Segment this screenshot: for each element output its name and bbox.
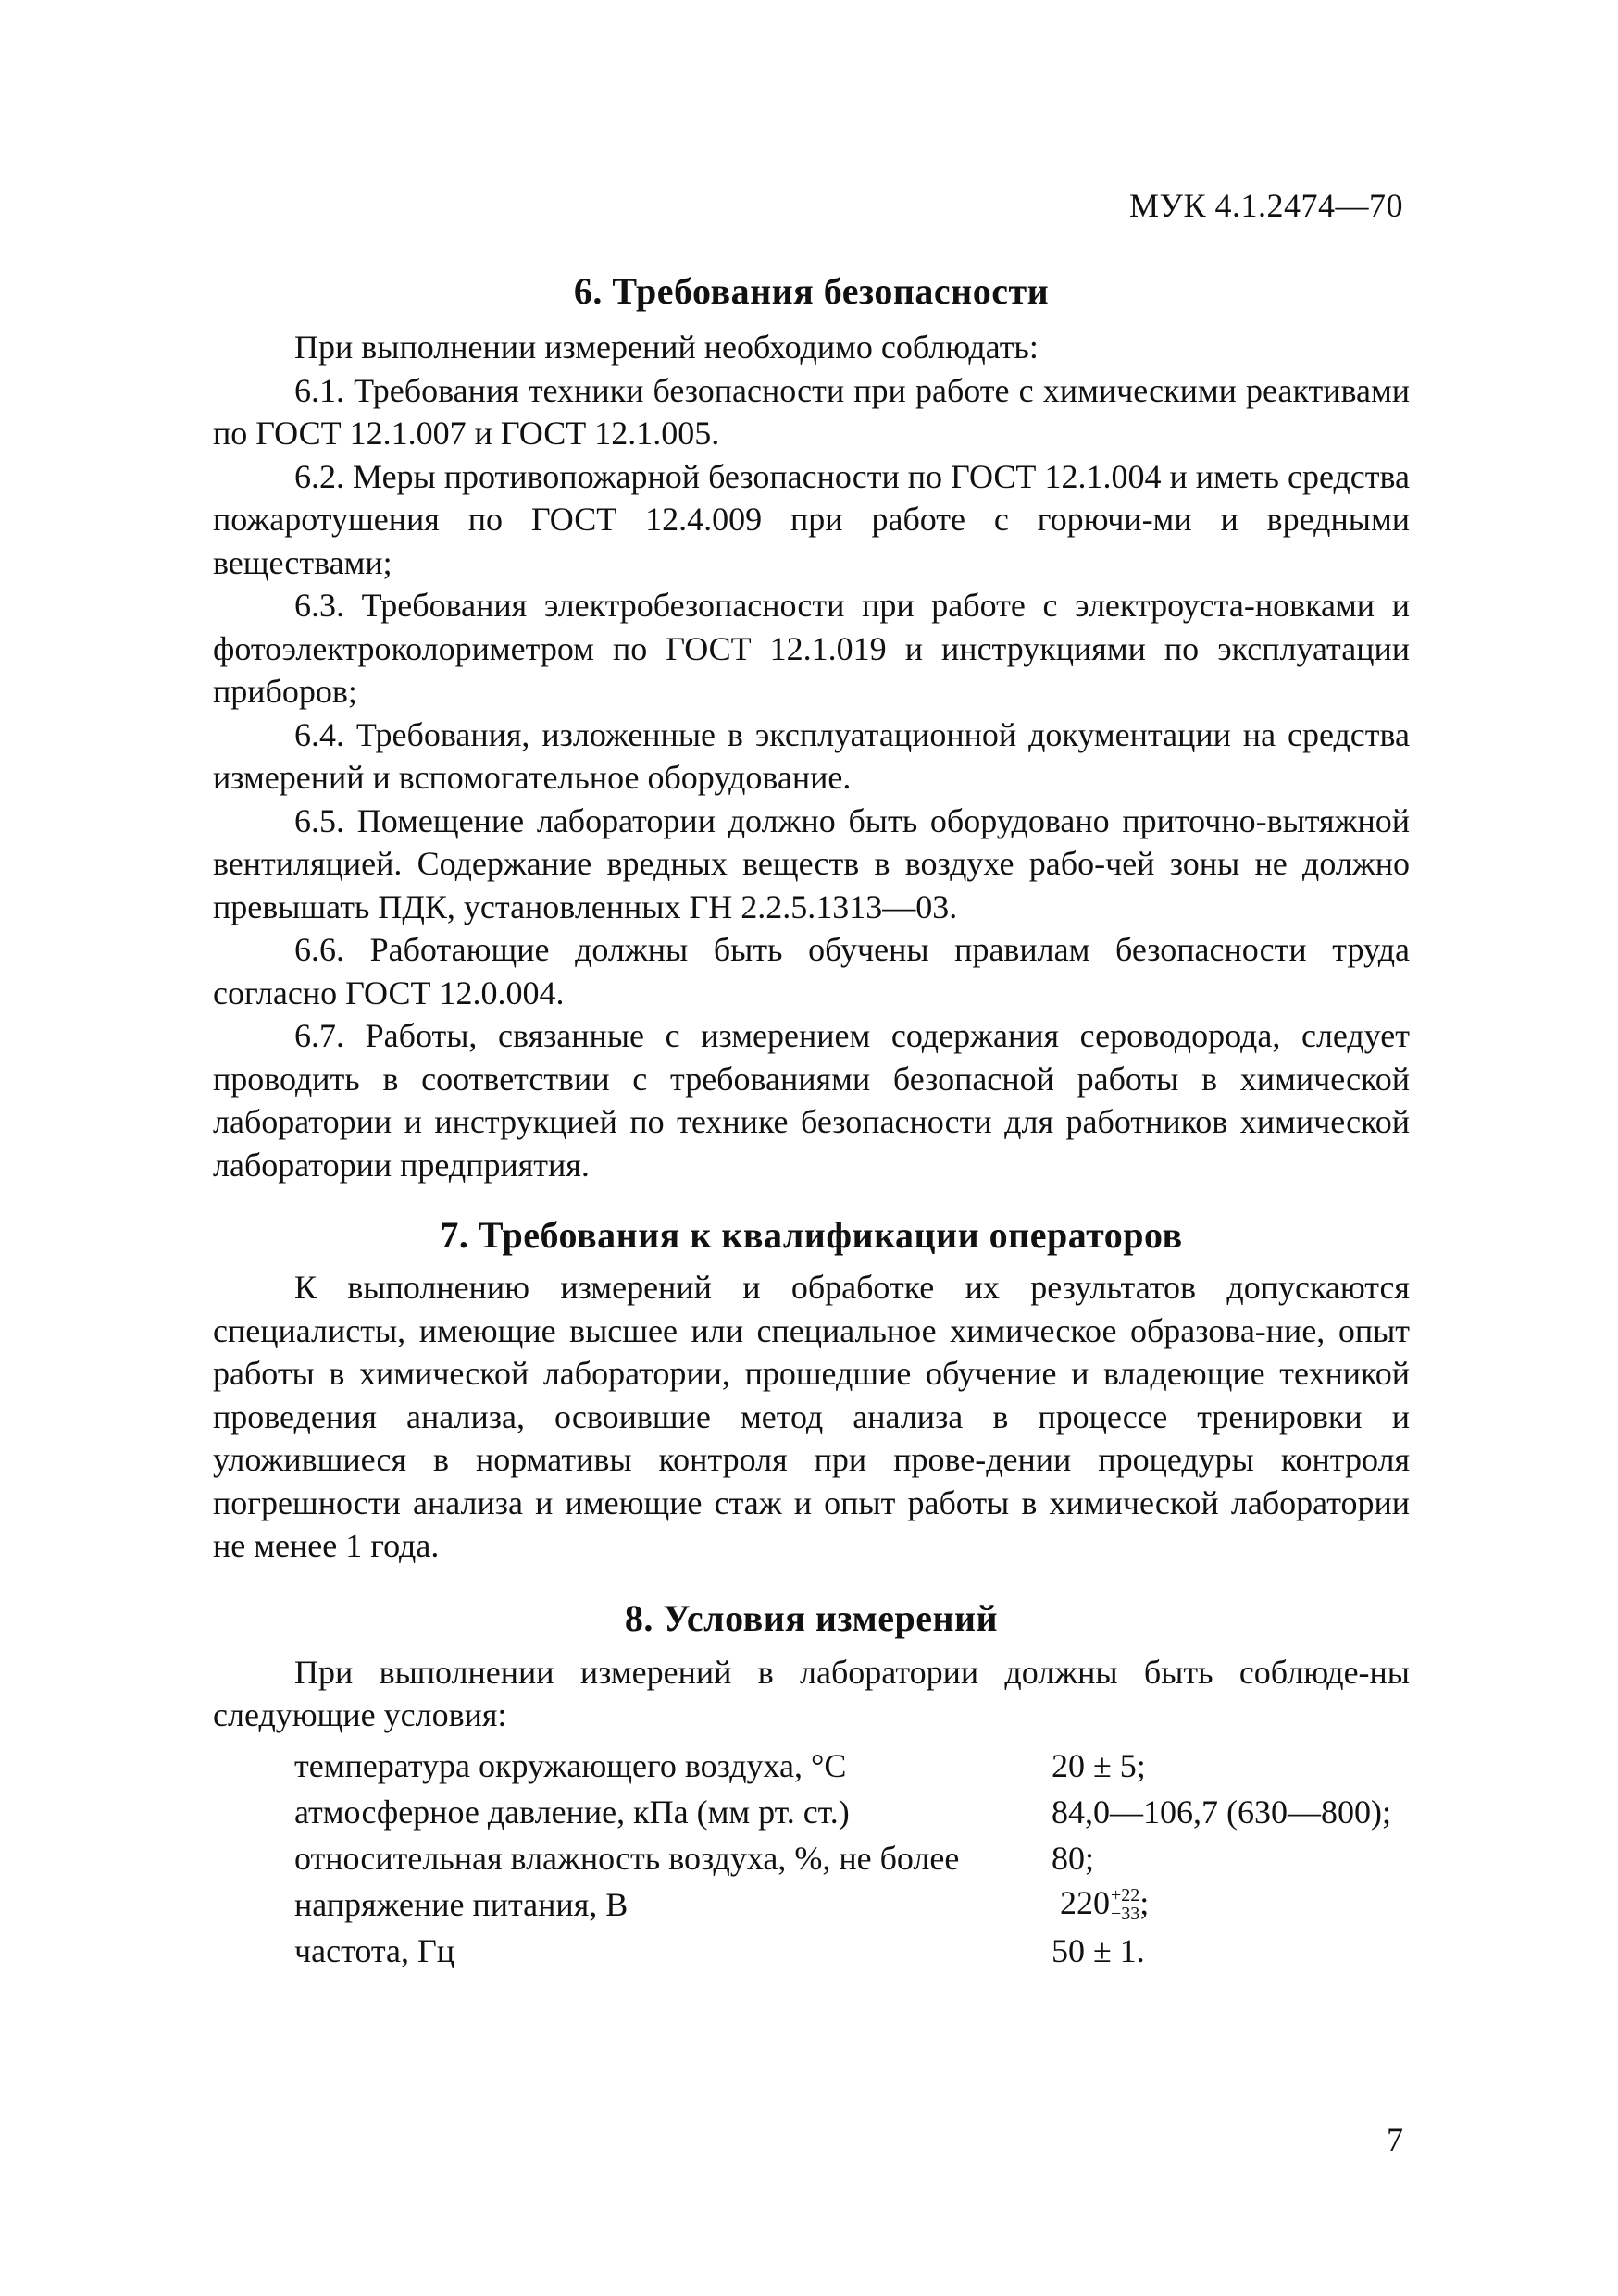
document-code: МУК 4.1.2474—70 xyxy=(1128,187,1403,224)
condition-label: относительная влажность воздуха, %, не более xyxy=(294,1839,960,1877)
condition-label: частота, Гц xyxy=(294,1931,455,1969)
voltage-tolerance-lower: −33 xyxy=(1111,1903,1140,1924)
condition-label: атмосферное давление, кПа (мм рт. ст.) xyxy=(294,1793,850,1831)
section-6-title: 6. Требования безопасности xyxy=(573,270,1050,312)
clause-6-2: 6.2. Меры противопожарной безопасности по ГОСТ 12.1.004 и иметь средства пожаротушения по ГОСТ 12.4.009 при работе с горючи-ми и вредными веществами; xyxy=(213,457,1410,581)
condition-value: 20 ± 5; xyxy=(1052,1746,1146,1784)
condition-value xyxy=(1052,1883,1149,1925)
section-7-title: 7. Требования к квалификации операторов xyxy=(440,1214,1183,1256)
voltage-tolerance xyxy=(1111,1886,1139,1923)
voltage-base: 220 xyxy=(1060,1884,1110,1922)
voltage-tail: ; xyxy=(1139,1884,1150,1922)
condition-value: 80; xyxy=(1052,1839,1095,1877)
section-8-title: 8. Условия измерений xyxy=(624,1596,999,1639)
condition-row-voltage xyxy=(294,1881,1410,1928)
condition-value: 50 ± 1. xyxy=(1052,1931,1145,1969)
section-7-text: К выполнению измерений и обработке их результатов допускаются специалисты, имеющие высшее или специальное химическое образова-ние, опыт работы в химической лаборатории, прошедшие обучение и владеющие техникой проведения анализа, освоившие метод анализа в процессе тренировки и уложившиеся в нормативы контроля при прове-дении процедуры контроля погрешности анализа и имеющие стаж и опыт работы в химической лаборатории не менее 1 года. xyxy=(213,1269,1410,1564)
clause-6-3: 6.3. Требования электробезопасности при работе с электроуста-новками и фотоэлектроколориметром по ГОСТ 12.1.019 и инструкциями по эксплуатации приборов; xyxy=(213,587,1410,710)
condition-row-frequency xyxy=(294,1928,1410,1974)
clause-6-6: 6.6. Работающие должны быть обучены правилам безопасности труда согласно ГОСТ 12.0.004. xyxy=(213,931,1410,1011)
clause-6-5: 6.5. Помещение лаборатории должно быть оборудовано приточно-вытяжной вентиляцией. Содержание вредных веществ в воздухе рабо-чей зоны не должно превышать ПДК, установленных ГН 2.2.5.1313—03. xyxy=(213,801,1410,925)
section-6-intro: При выполнении измерений необходимо соблюдать: xyxy=(294,329,1039,366)
condition-label: температура окружающего воздуха, °С xyxy=(294,1746,847,1784)
section-8-intro: При выполнении измерений в лаборатории должны быть соблюде-ны следующие условия: xyxy=(213,1653,1410,1733)
clause-6-7: 6.7. Работы, связанные с измерением содержания сероводорода, следует проводить в соответствии с требованиями безопасной работы в химической лаборатории и инструкцией по технике безопасности для работников химической лаборатории предприятия. xyxy=(213,1017,1410,1184)
condition-row-pressure xyxy=(294,1789,1410,1835)
condition-label: напряжение питания, В xyxy=(294,1885,629,1923)
page-content xyxy=(213,268,1410,1974)
condition-row-temperature xyxy=(294,1743,1410,1789)
clause-6-4: 6.4. Требования, изложенные в эксплуатационной документации на средства измерений и вспомогательное оборудование. xyxy=(213,715,1410,796)
condition-row-humidity xyxy=(294,1835,1410,1881)
conditions-list xyxy=(294,1743,1410,1974)
clause-6-1: 6.1. Требования техники безопасности при работе с химическими реактивами по ГОСТ 12.1.007 и ГОСТ 12.1.005. xyxy=(213,371,1410,452)
voltage-tolerance-upper: +22 xyxy=(1111,1884,1140,1905)
condition-value: 84,0—106,7 (630—800); xyxy=(1052,1793,1391,1831)
page-number: 7 xyxy=(1387,2121,1403,2158)
